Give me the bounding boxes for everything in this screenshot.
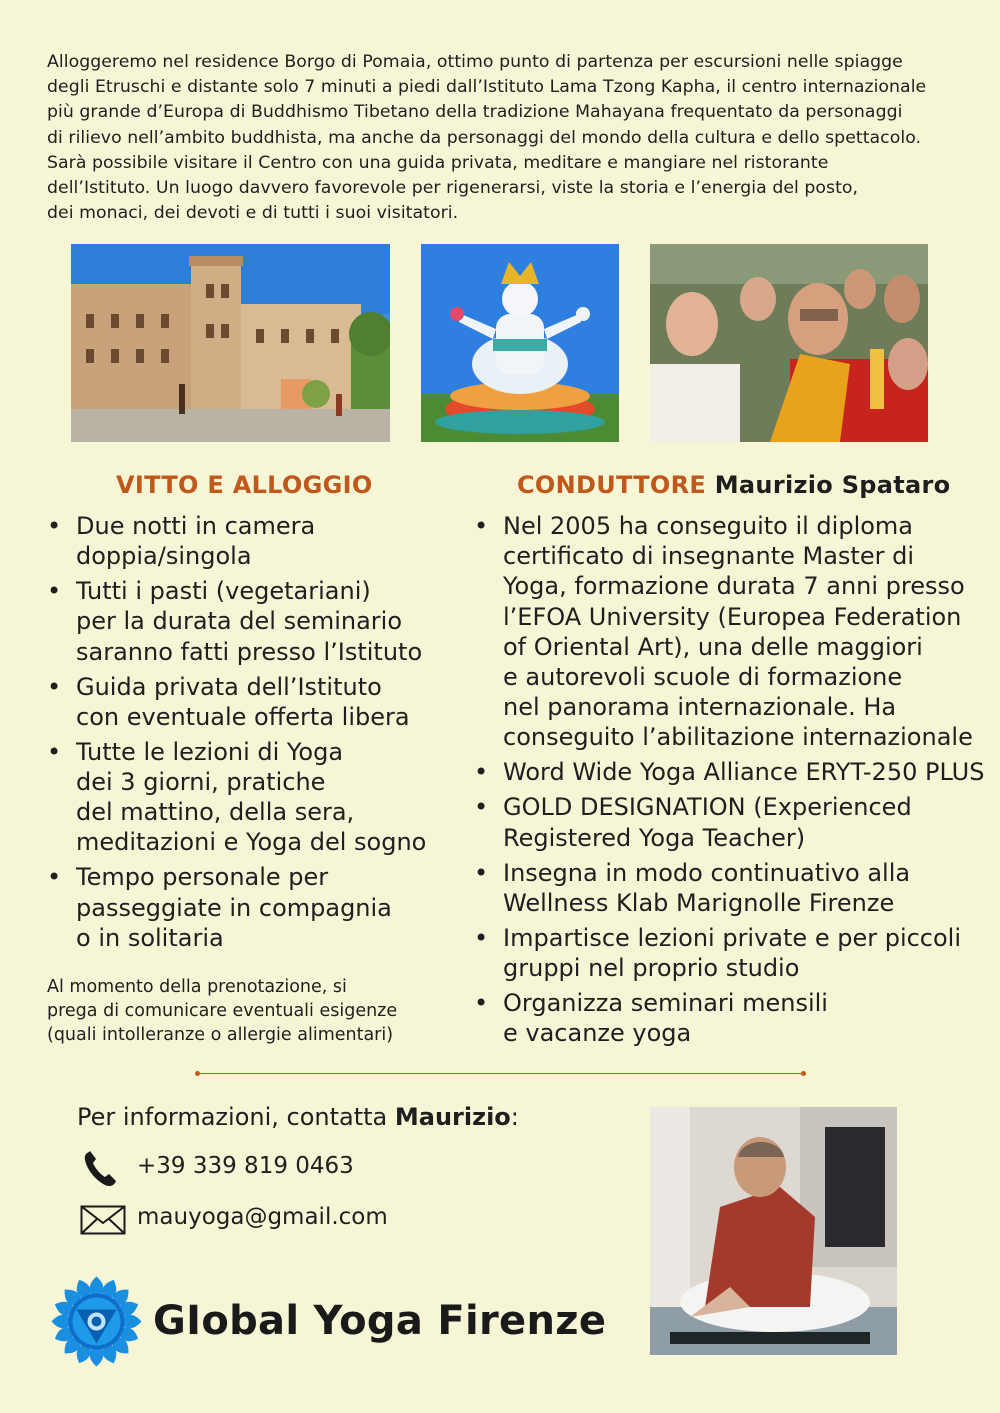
contact-heading bbox=[77, 1103, 519, 1131]
list-item bbox=[474, 757, 985, 787]
vitto-list bbox=[47, 511, 457, 958]
contact-name: Maurizio bbox=[394, 1103, 511, 1131]
monastery-photo bbox=[71, 244, 390, 442]
list-item bbox=[47, 576, 457, 667]
list-item-text: o in solitaria bbox=[76, 923, 224, 952]
booking-note bbox=[47, 975, 397, 1047]
email-address[interactable]: mauyoga@gmail.com bbox=[137, 1204, 388, 1230]
brand-name: GIobal Yoga Firenze bbox=[153, 1298, 607, 1344]
list-item bbox=[474, 923, 974, 983]
mail-icon bbox=[80, 1205, 126, 1241]
list-item-text: Registered Yoga Teacher) bbox=[503, 823, 806, 852]
list-item-text: • Nel 2005 ha conseguito il diploma bbox=[503, 512, 914, 540]
list-item-text: • GOLD DESIGNATION (Experienced bbox=[503, 793, 912, 822]
list-item-text: conseguito l’abilitazione internazionale bbox=[503, 723, 973, 752]
list-item-text: • Tutte le lezioni di Yoga bbox=[76, 737, 344, 766]
list-item-text: Wellness Klab Marignolle Firenze bbox=[503, 888, 895, 917]
intro-line: dell’Istituto. Un luogo davvero favorevole per rigenerarsi, viste la storia e l’energia del posto, bbox=[47, 178, 859, 199]
conduttore-heading bbox=[517, 471, 950, 499]
list-item-text: e autorevoli scuole di formazione bbox=[503, 663, 903, 692]
list-item-text: • Tutti i pasti (vegetariani) bbox=[76, 577, 371, 606]
group-photo bbox=[650, 244, 928, 442]
list-item bbox=[474, 988, 974, 1048]
list-item-text: • Due notti in camera bbox=[76, 512, 316, 540]
statue-photo bbox=[421, 244, 619, 442]
list-item-text: meditazioni e Yoga del sogno bbox=[76, 828, 427, 857]
list-item-text: saranno fatti presso l’Istituto bbox=[76, 637, 423, 666]
teacher-photo bbox=[650, 1107, 897, 1355]
section-divider bbox=[197, 1073, 804, 1074]
list-item-text: Yoga, formazione durata 7 anni presso bbox=[503, 572, 965, 601]
list-item-text: • Organizza seminari mensili bbox=[503, 989, 828, 1018]
vitto-heading: VITTO E ALLOGGIO bbox=[116, 471, 373, 499]
list-item-text: • Insegna in modo continuativo alla bbox=[503, 858, 911, 887]
contact-suffix: : bbox=[510, 1103, 519, 1131]
conduttore-name: Maurizio Spataro bbox=[714, 471, 951, 499]
intro-line: di rilievo nell’ambito buddhista, ma anche da personaggi del mondo della cultura e dello spettacolo. bbox=[47, 127, 922, 148]
list-item bbox=[47, 737, 457, 858]
list-item-text: nel panorama internazionale. Ha bbox=[503, 693, 897, 722]
list-item-text: e vacanze yoga bbox=[503, 1019, 692, 1048]
list-item-text: • Impartisce lezioni private e per piccoli bbox=[503, 923, 962, 952]
list-item-text: per la durata del seminario bbox=[76, 607, 403, 636]
phone-icon bbox=[80, 1149, 120, 1195]
list-item-text: l’EFOA University (Europea Federation bbox=[503, 602, 962, 631]
list-item-text: of Oriental Art), una delle maggiori bbox=[503, 632, 923, 661]
list-item-text: • Tempo personale per bbox=[76, 863, 329, 892]
intro-line: più grande d’Europa di Buddhismo Tibetano della tradizione Mahayana frequentato da personaggi bbox=[47, 102, 903, 123]
note-line: (quali intolleranze o allergie alimentari) bbox=[47, 1025, 394, 1045]
chakra-logo-icon bbox=[50, 1275, 143, 1368]
contact-prefix: Per informazioni, contatta bbox=[77, 1103, 395, 1131]
intro-line: Alloggeremo nel residence Borgo di Pomaia, ottimo punto di partenza per escursioni nelle spiagge bbox=[47, 52, 903, 72]
list-item bbox=[474, 858, 974, 918]
list-item bbox=[47, 511, 457, 571]
note-line: Al momento della prenotazione, si bbox=[47, 977, 347, 997]
intro-paragraph bbox=[47, 50, 962, 226]
intro-line: Sarà possibile visitare il Centro con una guida privata, meditare e mangiare nel ristorante bbox=[47, 152, 829, 173]
list-item bbox=[474, 792, 974, 852]
intro-line: degli Etruschi e distante solo 7 minuti a piedi dall’Istituto Lama Tzong Kapha, il centro internazionale bbox=[47, 77, 927, 98]
list-item-text: del mattino, della sera, bbox=[76, 798, 355, 827]
intro-line: dei monaci, dei devoti e di tutti i suoi visitatori. bbox=[47, 203, 459, 224]
list-item-text: con eventuale offerta libera bbox=[76, 702, 410, 731]
list-item bbox=[47, 672, 457, 732]
list-item bbox=[47, 862, 457, 953]
list-item-text: passeggiate in compagnia bbox=[76, 893, 392, 922]
list-item bbox=[474, 511, 974, 753]
conduttore-label: CONDUTTORE bbox=[517, 471, 707, 499]
list-item-text: doppia/singola bbox=[76, 542, 252, 571]
list-item-text: dei 3 giorni, pratiche bbox=[76, 768, 326, 797]
list-item-text: certificato di insegnante Master di bbox=[503, 542, 914, 571]
list-item-text: • Word Wide Yoga Alliance ERYT-250 PLUS bbox=[503, 758, 985, 787]
conduttore-list bbox=[474, 511, 985, 1053]
phone-number[interactable]: +39 339 819 0463 bbox=[137, 1153, 354, 1179]
list-item-text: • Guida privata dell’Istituto bbox=[76, 672, 382, 701]
note-line: prega di comunicare eventuali esigenze bbox=[47, 1001, 398, 1021]
list-item-text: gruppi nel proprio studio bbox=[503, 954, 800, 983]
